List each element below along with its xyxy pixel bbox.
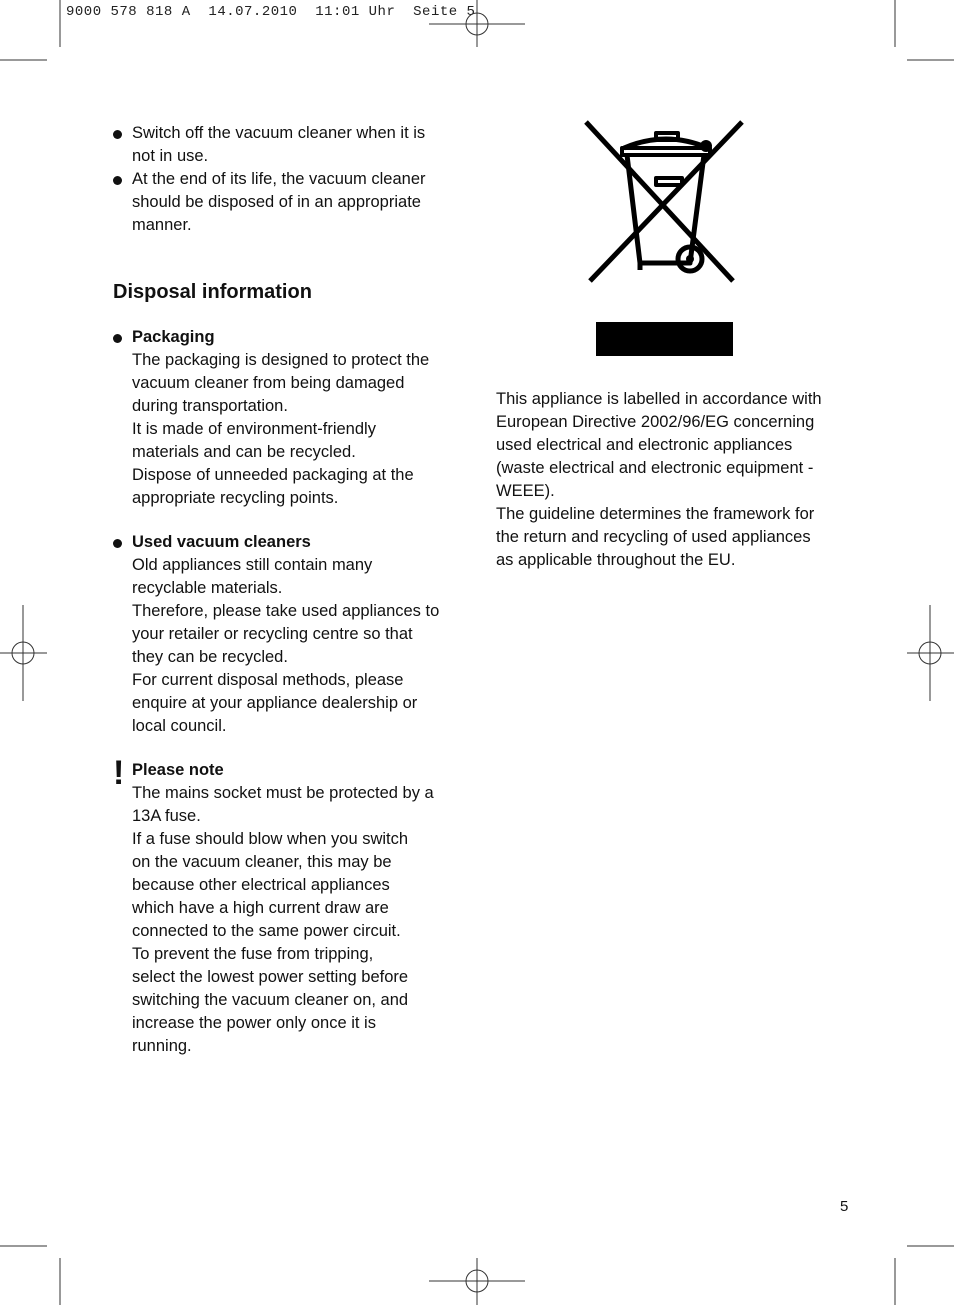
text-line: because other electrical appliances: [132, 876, 390, 894]
text-line: which have a high current draw are: [132, 899, 389, 917]
text-line: Therefore, please take used appliances to: [132, 602, 440, 620]
bullet-dot: [113, 176, 122, 185]
right-column: [496, 388, 841, 572]
text-line: It is made of environment-friendly: [132, 420, 376, 438]
text-line: Switch off the vacuum cleaner when it is: [132, 124, 426, 142]
text-line: To prevent the fuse from tripping,: [132, 945, 374, 963]
used-vacuum-item: [113, 531, 458, 738]
text-line: select the lowest power setting before: [132, 968, 409, 986]
bullet-dot: [113, 539, 122, 548]
text-line: your retailer or recycling centre so that: [132, 625, 413, 643]
text-line: WEEE).: [496, 482, 555, 500]
text-line: switching the vacuum cleaner on, and: [132, 991, 409, 1009]
packaging-item: [113, 326, 458, 510]
packaging-title: Packaging: [132, 328, 215, 346]
text-line: local council.: [132, 717, 227, 735]
text-line: used electrical and electronic appliances: [496, 436, 793, 454]
list-item: [113, 168, 458, 237]
text-line: For current disposal methods, please: [132, 671, 404, 689]
text-line: (waste electrical and electronic equipment -: [496, 459, 814, 477]
text-line: appropriate recycling points.: [132, 489, 339, 507]
exclamation-icon: !: [113, 754, 125, 792]
text-line: increase the power only once it is: [132, 1014, 376, 1032]
text-line: on the vacuum cleaner, this may be: [132, 853, 392, 871]
text-line: This appliance is labelled in accordance with: [496, 390, 822, 408]
left-column: [113, 122, 458, 1058]
text-line: as applicable throughout the EU.: [496, 551, 736, 569]
text-line: European Directive 2002/96/EG concerning: [496, 413, 815, 431]
text-line: the return and recycling of used appliances: [496, 528, 811, 546]
symbol-bar: [596, 322, 733, 356]
text-line: Old appliances still contain many: [132, 556, 373, 574]
text-line: If a fuse should blow when you switch: [132, 830, 409, 848]
text-line: should be disposed of in an appropriate: [132, 193, 421, 211]
text-line: At the end of its life, the vacuum cleaner: [132, 170, 426, 188]
print-slug: 9000 578 818 A 14.07.2010 11:01 Uhr Seite 5: [66, 4, 476, 20]
text-line: 13A fuse.: [132, 807, 201, 825]
text-line: vacuum cleaner from being damaged: [132, 374, 405, 392]
bullet-dot: [113, 334, 122, 343]
text-line: running.: [132, 1037, 192, 1055]
text-line: they can be recycled.: [132, 648, 288, 666]
text-line: recyclable materials.: [132, 579, 283, 597]
text-line: during transportation.: [132, 397, 288, 415]
page-number: 5: [840, 1198, 849, 1215]
text-line: The mains socket must be protected by a: [132, 784, 434, 802]
please-note: [113, 754, 458, 1058]
text-line: not in use.: [132, 147, 209, 165]
text-line: materials and can be recycled.: [132, 443, 356, 461]
text-line: Dispose of unneeded packaging at the: [132, 466, 414, 484]
text-line: enquire at your appliance dealership or: [132, 694, 418, 712]
bullet-dot: [113, 130, 122, 139]
crossed-out-wheelie-bin-icon: [582, 118, 747, 288]
disposal-heading: Disposal information: [113, 281, 312, 303]
text-line: The guideline determines the framework for: [496, 505, 815, 523]
text-line: manner.: [132, 216, 192, 234]
text-line: The packaging is designed to protect the: [132, 351, 430, 369]
list-item: [113, 122, 458, 168]
used-vacuum-title: Used vacuum cleaners: [132, 533, 311, 551]
note-title: Please note: [132, 761, 224, 779]
text-line: connected to the same power circuit.: [132, 922, 401, 940]
